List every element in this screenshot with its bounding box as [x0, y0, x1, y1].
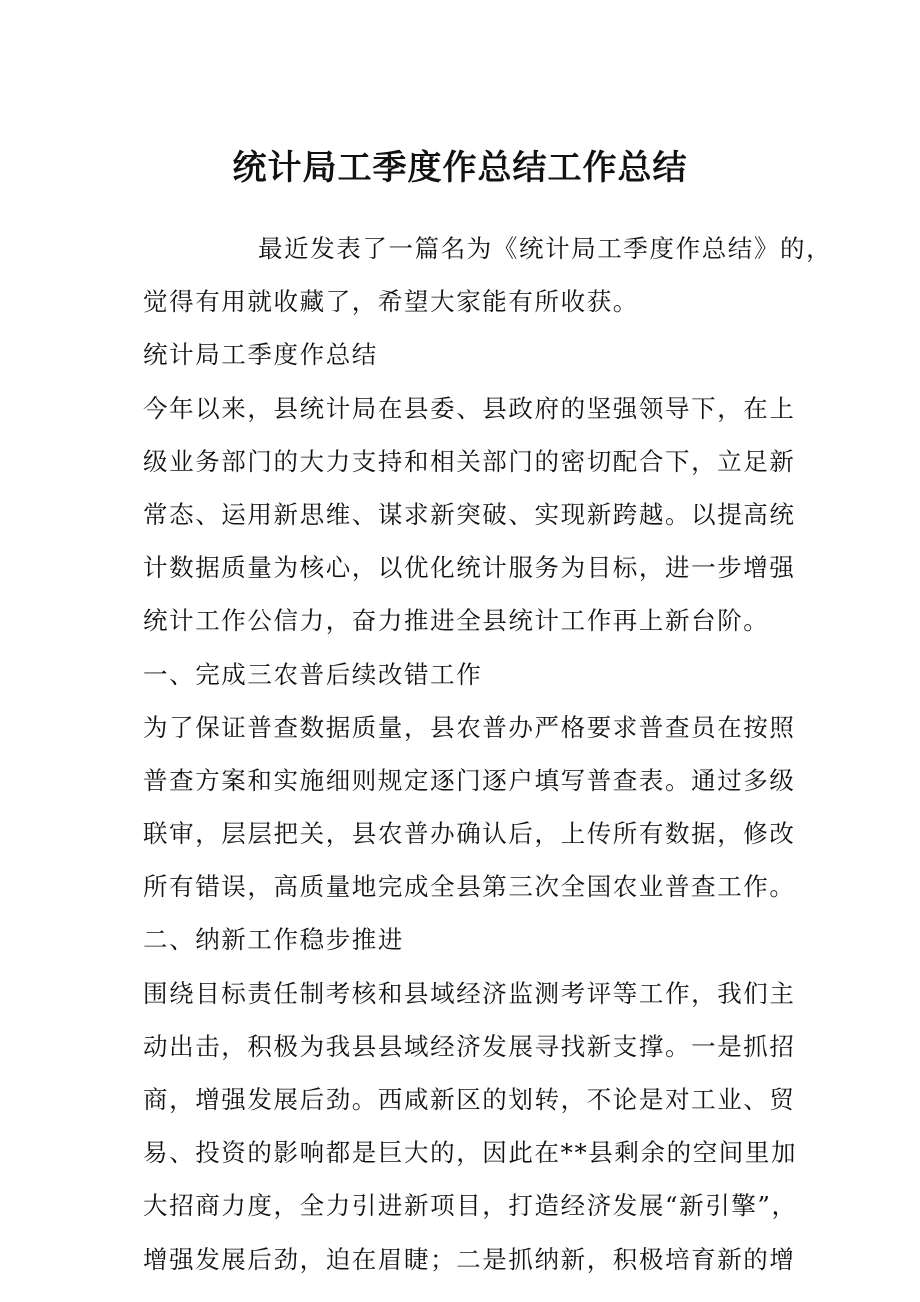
section-heading-1: 一、完成三农普后续改错工作	[143, 659, 483, 689]
paragraph-line: 围绕目标责任制考核和县域经济监测考评等工作，我们主	[143, 978, 796, 1008]
paragraph-line: 所有错误，高质量地完成全县第三次全国农业普查工作。	[143, 872, 796, 902]
paragraph-line: 联审，层层把关，县农普办确认后，上传所有数据，修改	[143, 819, 796, 849]
document-title: 统计局工季度作总结工作总结	[232, 148, 688, 188]
paragraph-line: 商，增强发展后劲。西咸新区的划转，不论是对工业、贸	[143, 1085, 796, 1114]
section-heading-main: 统计局工季度作总结	[143, 340, 378, 370]
paragraph-line: 动出击，积极为我县县域经济发展寻找新支撑。一是抓招	[143, 1031, 796, 1061]
section-heading-2: 二、纳新工作稳步推进	[143, 925, 404, 955]
paragraph-line: 统计工作公信力，奋力推进全县统计工作再上新台阶。	[143, 606, 770, 636]
paragraph-line: 大招商力度，全力引进新项目，打造经济发展“新引擎”，	[143, 1191, 798, 1221]
paragraph-line: 易、投资的影响都是巨大的，因此在**县剩余的空间里加	[143, 1138, 798, 1168]
paragraph-line: 今年以来，县统计局在县委、县政府的坚强领导下，在上	[143, 393, 796, 423]
paragraph-line: 为了保证普查数据质量，县农普办严格要求普查员在按照	[143, 712, 796, 742]
paragraph-line: 计数据质量为核心，以优化统计服务为目标，进一步增强	[143, 553, 796, 583]
intro-line-2: 觉得有用就收藏了，希望大家能有所收获。	[143, 287, 639, 317]
intro-line-1: 最近发表了一篇名为《统计局工季度作总结》的，	[258, 234, 833, 263]
document-body	[143, 222, 833, 1286]
paragraph-line: 增强发展后劲，迫在眉睫；二是抓纳新，积极培育新的增	[143, 1244, 796, 1274]
paragraph-line: 普查方案和实施细则规定逐门逐户填写普查表。通过多级	[143, 765, 796, 795]
paragraph-line: 常态、运用新思维、谋求新突破、实现新跨越。以提高统	[143, 499, 796, 529]
paragraph-line: 级业务部门的大力支持和相关部门的密切配合下，立足新	[143, 446, 796, 476]
